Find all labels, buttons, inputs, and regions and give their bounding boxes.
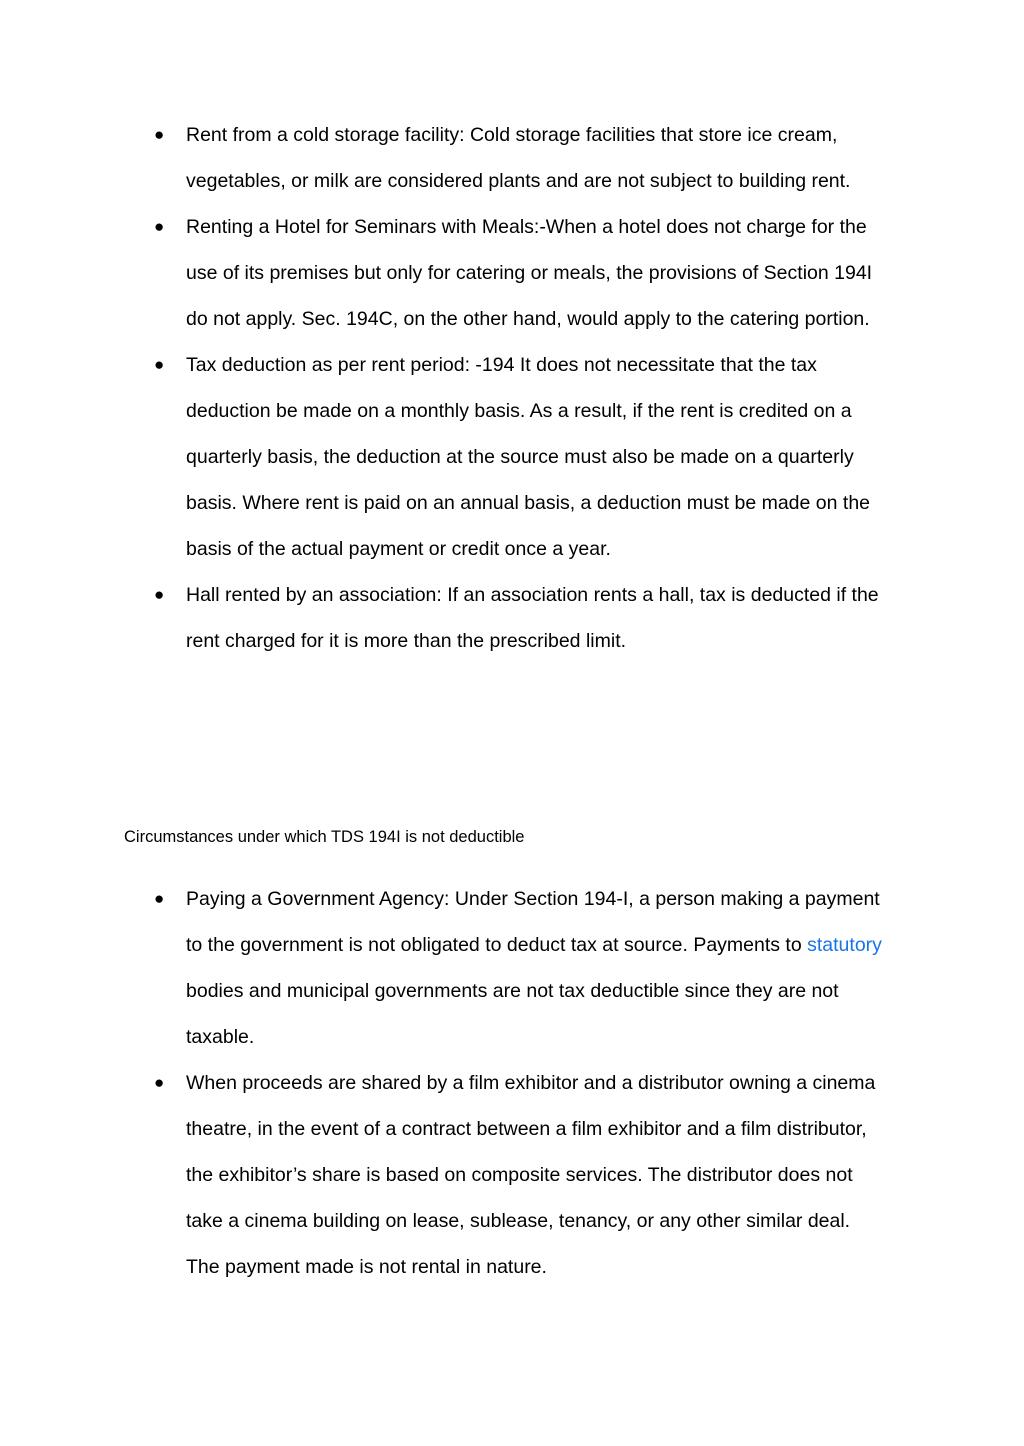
list-item [0, 572, 886, 664]
rent-cases-list [0, 112, 1024, 664]
statutory-link[interactable]: statutory [807, 934, 882, 956]
list-item-text: Hall rented by an association: If an association rents a hall, tax is deducted if the rent charged for it is more than the prescribed limit. [186, 584, 879, 652]
bullet-icon: ● [154, 1073, 165, 1092]
list-item [0, 342, 886, 572]
bullet-icon: ● [154, 125, 165, 144]
list-item-text-before-link: Paying a Government Agency: Under Section 194-I, a person making a payment to the government is not obligated to deduct tax at source. Payments to [186, 888, 880, 956]
list-item-text: Rent from a cold storage facility: Cold storage facilities that store ice cream, vegetables, or milk are considered plants and are not subject to building rent. [186, 124, 851, 192]
bullet-icon: ● [154, 889, 165, 908]
bullet-icon: ● [154, 355, 165, 374]
bullet-icon: ● [154, 585, 165, 604]
list-item-text: Tax deduction as per rent period: -194 It does not necessitate that the tax deduction be made on a monthly basis. As a result, if the rent is credited on a quarterly basis, the deduction at the source must also be made on a quarterly basis. Where rent is paid on an annual basis, a deduction must be made on the basis of the actual payment or credit once a year. [186, 354, 871, 560]
list-item [0, 204, 886, 342]
bullet-icon: ● [154, 217, 165, 236]
section-heading: Circumstances under which TDS 194I is not deductible [124, 828, 525, 846]
non-deductible-list [0, 876, 1024, 1290]
list-item [0, 876, 886, 1060]
list-item-text: Renting a Hotel for Seminars with Meals:-When a hotel does not charge for the use of its premises but only for catering or meals, the provisions of Section 194I do not apply. Sec. 194C, on the other hand, would apply to the catering portion. [186, 216, 873, 330]
list-item [0, 1060, 886, 1290]
list-item-text-after-link: bodies and municipal governments are not tax deductible since they are not taxable. [186, 980, 839, 1048]
list-item-text: When proceeds are shared by a film exhibitor and a distributor owning a cinema theatre, in the event of a contract between a film exhibitor and a film distributor, the exhibitor’s share is based on composite services. The distributor does not take a cinema building on lease, sublease, tenancy, or any other similar deal. The payment made is not rental in nature. [186, 1072, 876, 1278]
list-item [0, 112, 886, 204]
